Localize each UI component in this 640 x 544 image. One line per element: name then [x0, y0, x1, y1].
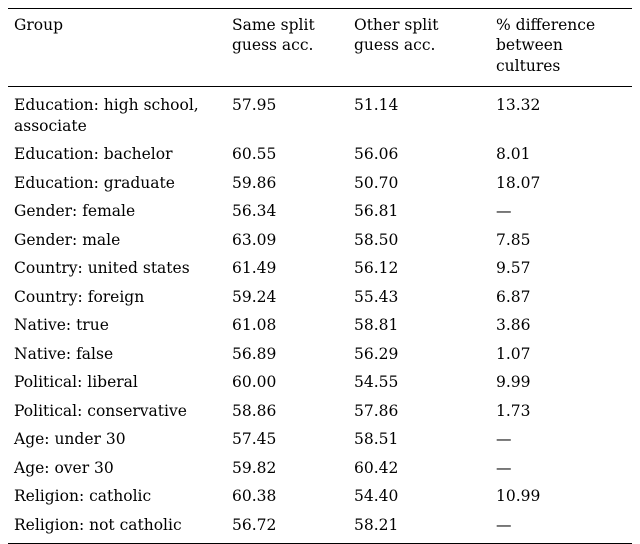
cell-other-split: 56.12	[354, 259, 399, 278]
table-row	[8, 225, 632, 254]
table-header-row	[8, 9, 632, 87]
table-row	[8, 87, 632, 140]
cell-same-split: 59.24	[232, 287, 277, 306]
table-row	[8, 368, 632, 397]
cell-percent-difference: —	[496, 458, 512, 477]
cell-group: Education: bachelor	[14, 145, 173, 164]
table-row	[8, 454, 632, 483]
cell-other-split: 57.86	[354, 401, 399, 420]
cell-same-split: 56.89	[232, 344, 277, 363]
cell-group: Education: high school, associate	[8, 87, 226, 140]
cell-percent-difference: 1.07	[496, 344, 531, 363]
cell-other-split: 55.43	[354, 287, 399, 306]
table-header	[8, 9, 632, 87]
column-header-percent-difference: % difference between cultures	[490, 9, 632, 87]
table-row	[8, 311, 632, 340]
cell-same-split: 60.00	[232, 373, 277, 392]
cell-group: Age: over 30	[14, 458, 114, 477]
cell-other-split: 51.14	[348, 87, 490, 140]
cell-percent-difference: 7.85	[496, 230, 531, 249]
table-row	[8, 396, 632, 425]
cell-other-split: 56.29	[354, 344, 399, 363]
cell-percent-difference: 8.01	[496, 145, 531, 164]
cell-same-split: 60.38	[232, 487, 277, 506]
cell-group: Age: under 30	[14, 430, 126, 449]
table-row	[8, 197, 632, 226]
column-header-other-split: Other split guess acc.	[348, 9, 490, 87]
cell-other-split: 56.81	[354, 202, 399, 221]
cell-percent-difference: —	[496, 430, 512, 449]
cell-same-split: 56.34	[232, 202, 277, 221]
cell-other-split: 58.51	[354, 430, 399, 449]
cell-same-split: 56.72	[226, 511, 348, 544]
table-row	[8, 168, 632, 197]
table-row	[8, 254, 632, 283]
cell-percent-difference: 9.57	[496, 259, 531, 278]
cell-percent-difference: 1.73	[496, 401, 531, 420]
cell-other-split: 58.21	[348, 511, 490, 544]
cell-group: Native: true	[14, 316, 109, 335]
cell-group: Native: false	[14, 344, 114, 363]
cell-same-split: 59.82	[232, 458, 277, 477]
cell-other-split: 56.06	[354, 145, 399, 164]
cell-same-split: 58.86	[232, 401, 277, 420]
cell-other-split: 54.40	[354, 487, 399, 506]
cell-same-split: 60.55	[232, 145, 277, 164]
cell-percent-difference: 3.86	[496, 316, 531, 335]
cell-other-split: 50.70	[354, 173, 399, 192]
table-row	[8, 482, 632, 511]
table-row	[8, 339, 632, 368]
cell-same-split: 61.49	[232, 259, 277, 278]
cell-other-split: 58.81	[354, 316, 399, 335]
cell-same-split: 57.95	[226, 87, 348, 140]
cell-percent-difference: 6.87	[496, 287, 531, 306]
cell-same-split: 63.09	[232, 230, 277, 249]
cell-group: Country: united states	[14, 259, 190, 278]
cell-percent-difference: 9.99	[496, 373, 531, 392]
results-table	[8, 8, 632, 544]
cell-percent-difference: —	[496, 202, 512, 221]
cell-other-split: 54.55	[354, 373, 399, 392]
cell-other-split: 58.50	[354, 230, 399, 249]
cell-percent-difference: 10.99	[496, 487, 541, 506]
table-row	[8, 282, 632, 311]
cell-percent-difference: 18.07	[496, 173, 541, 192]
cell-same-split: 59.86	[232, 173, 277, 192]
cell-same-split: 61.08	[232, 316, 277, 335]
table-row	[8, 425, 632, 454]
cell-group: Religion: catholic	[14, 487, 152, 506]
cell-group: Education: graduate	[14, 173, 175, 192]
cell-same-split: 57.45	[232, 430, 277, 449]
cell-percent-difference: 13.32	[490, 87, 632, 140]
cell-percent-difference: —	[490, 511, 632, 544]
cell-group: Gender: female	[14, 202, 136, 221]
cell-group: Gender: male	[14, 230, 121, 249]
table-body	[8, 87, 632, 544]
cell-group: Political: liberal	[14, 373, 138, 392]
cell-group: Religion: not catholic	[8, 511, 226, 544]
cell-other-split: 60.42	[354, 458, 399, 477]
table-row	[8, 140, 632, 169]
table-row	[8, 511, 632, 544]
column-header-same-split: Same split guess acc.	[226, 9, 348, 87]
table-page	[0, 8, 640, 534]
cell-group: Political: conservative	[14, 401, 187, 420]
column-header-group: Group	[8, 9, 226, 87]
cell-group: Country: foreign	[14, 287, 145, 306]
